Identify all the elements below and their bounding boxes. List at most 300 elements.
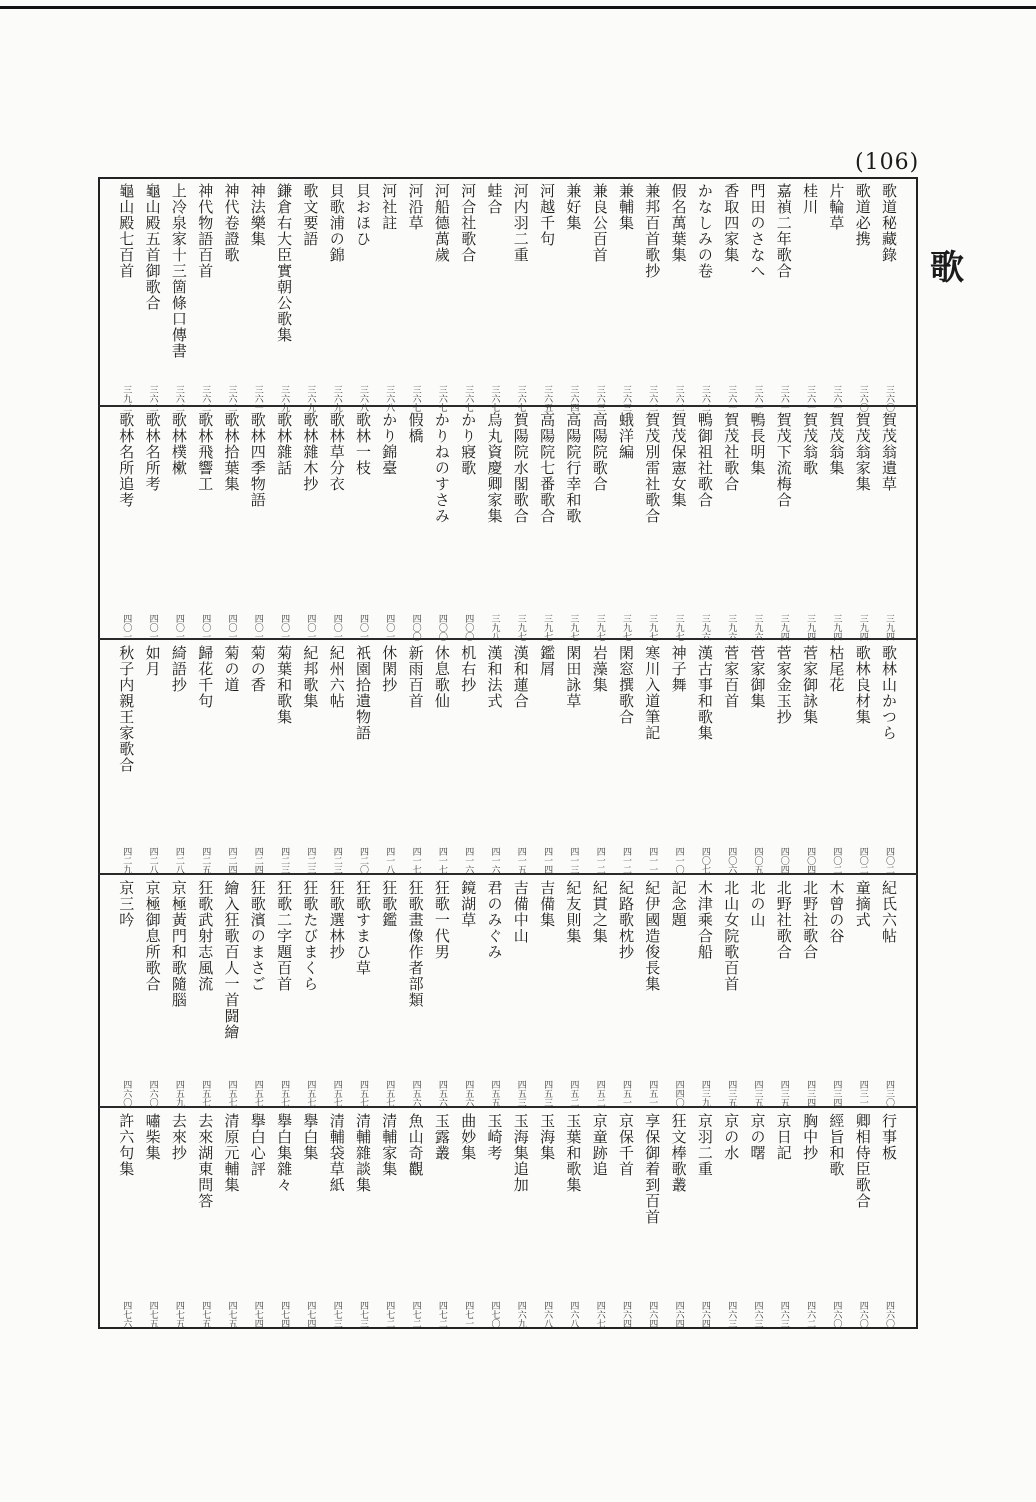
index-entry	[377, 645, 401, 875]
entry-page-number: 四〇五	[752, 847, 763, 874]
entry-page-number: 四二三	[279, 847, 290, 874]
index-entry	[509, 412, 533, 642]
index-entry	[298, 880, 322, 1108]
entry-page-number: 四〇一	[305, 614, 316, 641]
index-entry	[430, 412, 454, 642]
entry-page-number: 四五一	[621, 1080, 631, 1107]
entry-page-number: 三六一	[752, 385, 763, 412]
index-entry	[746, 412, 770, 642]
entry-page-number: 四七三	[358, 1301, 368, 1328]
entry-title: 清輔雜談集	[354, 1113, 372, 1193]
index-entry	[719, 1113, 743, 1329]
entry-page-number: 四七一	[463, 1301, 474, 1328]
entry-page-number: 四六七	[594, 1301, 605, 1328]
entry-title: 漢古事和歌集	[695, 645, 714, 741]
index-entry	[483, 412, 507, 642]
entry-title: 烏丸資慶卿家集	[485, 412, 504, 524]
entry-title: 上冷泉家十三箇條口傳書	[169, 183, 188, 359]
entry-title: 北山女院歌百首	[722, 880, 741, 992]
entry-title: 賀茂下流梅合	[774, 412, 793, 508]
entry-page-number: 四〇一	[121, 614, 132, 641]
entry-page-number: 四二三	[305, 847, 316, 874]
index-entry	[351, 880, 375, 1108]
entry-page-number: 四五七	[358, 1080, 368, 1107]
entry-title: 桂川	[801, 183, 820, 215]
entry-title: 清原元輔集	[222, 1113, 241, 1193]
entry-title: 兼輔集	[617, 183, 635, 231]
entry-title: 假名萬葉集	[669, 183, 688, 263]
entry-page-number: 三九二	[121, 385, 132, 412]
index-entry	[141, 645, 165, 875]
index-entry	[272, 880, 296, 1108]
entry-page-number: 三九七	[647, 614, 658, 641]
entry-page-number: 四五七	[305, 1080, 316, 1107]
entry-page-number: 四三五	[726, 1080, 737, 1107]
entry-title: 卿相侍臣歌合	[853, 1113, 872, 1209]
entry-title: かり錦臺	[380, 412, 399, 476]
index-entry	[246, 1113, 270, 1329]
entry-page-number: 三九七	[515, 614, 526, 641]
entry-title: 玉海集追加	[511, 1113, 530, 1193]
entry-page-number: 四五七	[331, 1080, 342, 1107]
index-entry	[167, 880, 191, 1108]
index-entry	[535, 645, 559, 875]
entry-title: 紀邦歌集	[301, 645, 320, 709]
entry-title: かなしみの卷	[695, 183, 714, 279]
entry-page-number: 四七〇	[489, 1301, 500, 1328]
entry-page-number: 四〇〇	[410, 614, 421, 641]
entry-title: 經旨和歌	[827, 1113, 846, 1177]
index-entry	[746, 645, 770, 875]
entry-title: 繪入狂歌百人一首闘繪	[222, 880, 241, 1040]
entry-title: 紀州六帖	[327, 645, 346, 709]
entry-page-number: 三六二	[647, 385, 658, 412]
entry-title: 休閑抄	[380, 645, 399, 693]
entry-page-number: 四〇二	[884, 847, 894, 874]
top-rule	[0, 6, 1036, 9]
index-entry	[772, 412, 796, 642]
index-entry	[719, 880, 743, 1108]
entry-title: 賀茂翁歌	[801, 412, 820, 476]
index-entry	[483, 880, 507, 1108]
index-entry	[167, 1113, 191, 1329]
index-entry	[772, 645, 796, 875]
entry-title: 歌林拾葉集	[222, 412, 241, 492]
index-entry	[877, 645, 901, 875]
entry-page-number: 三六一	[778, 385, 789, 412]
entry-page-number: 四一七	[436, 847, 447, 874]
entry-page-number: 四七二	[410, 1301, 421, 1328]
entry-page-number: 四六〇	[857, 1301, 868, 1328]
entry-title: 兼好集	[564, 183, 583, 231]
entry-page-number: 三六七	[463, 385, 474, 412]
entry-page-number: 三六二	[200, 385, 211, 412]
index-entry	[535, 183, 559, 413]
entry-title: 鎌倉右大臣實朝公歌集	[275, 183, 294, 343]
entry-title: 賀茂保憲女集	[669, 412, 688, 508]
entry-title: 菅家御詠集	[801, 645, 820, 725]
entry-page-number: 四五六	[436, 1080, 447, 1107]
entry-page-number: 四〇一	[252, 614, 263, 641]
index-entry	[693, 183, 717, 413]
index-entry	[298, 183, 322, 413]
index-entry	[404, 645, 428, 875]
entry-page-number: 四二五	[200, 847, 211, 874]
entry-page-number: 三六九	[279, 385, 290, 412]
entry-title: 狂歌選林抄	[327, 880, 346, 960]
index-entry	[798, 183, 822, 413]
entry-title: 綺語抄	[169, 645, 188, 693]
index-entry	[193, 880, 217, 1108]
index-entry	[325, 1113, 349, 1329]
entry-title: 去來湖東問答	[196, 1113, 215, 1209]
index-entry	[693, 412, 717, 642]
entry-page-number: 四〇四	[778, 847, 789, 874]
index-entry	[667, 645, 691, 875]
index-entry	[220, 645, 244, 875]
entry-page-number: 三六九	[331, 385, 342, 412]
entry-page-number: 三九四	[778, 614, 789, 641]
index-entry	[377, 1113, 401, 1329]
entry-title: 木曾の谷	[827, 880, 846, 944]
entry-title: 歌道必携	[853, 183, 872, 247]
entry-page-number: 四五七	[279, 1080, 290, 1107]
index-entry	[298, 412, 322, 642]
entry-page-number: 三六五	[542, 385, 553, 412]
index-entry	[719, 645, 743, 875]
entry-page-number: 四五五	[489, 1080, 500, 1107]
entry-page-number: 四六〇	[121, 1080, 132, 1107]
index-entry	[746, 183, 770, 413]
entry-page-number: 四〇四	[805, 847, 816, 874]
index-entry	[588, 183, 612, 413]
entry-title: 歌林名所追考	[117, 412, 136, 508]
index-entry	[824, 412, 848, 642]
entry-title: 漢和蓮合	[511, 645, 530, 709]
entry-page-number: 三六一	[252, 385, 263, 412]
entry-title: 京羽二重	[695, 1113, 714, 1177]
entry-title: 高陽院歌合	[590, 412, 609, 492]
entry-title: 狂歌畫像作者部類	[406, 880, 425, 1008]
index-entry	[167, 412, 191, 642]
entry-page-number: 四二四	[226, 847, 237, 874]
index-entry	[167, 183, 191, 413]
index-entry	[798, 645, 822, 875]
entry-page-number: 三六一	[831, 385, 842, 412]
entry-title: 京保千首	[617, 1113, 635, 1177]
entry-title: 擧白集雜々	[275, 1113, 294, 1193]
section-heading: 歌	[930, 248, 964, 288]
entry-page-number: 三六二	[673, 385, 684, 412]
entry-title: 高陽院七番歌合	[538, 412, 557, 524]
entry-title: 龜山殿五首御歌合	[143, 183, 162, 311]
entry-page-number: 三九六	[752, 614, 763, 641]
entry-title: 狂文棒歌叢	[669, 1113, 688, 1193]
entry-title: 高陽院行幸和歌	[564, 412, 583, 524]
index-entry	[141, 880, 165, 1108]
entry-page-number: 四七三	[331, 1301, 342, 1328]
entry-page-number: 三六七	[489, 385, 500, 412]
index-entry	[798, 412, 822, 642]
index-entry	[114, 412, 138, 642]
index-entry	[824, 1113, 848, 1329]
entry-page-number: 三六八	[384, 385, 395, 412]
entry-title: 嘯柴集	[143, 1113, 162, 1161]
entry-page-number: 三六三	[594, 385, 605, 412]
entry-title: 寒川入道筆記	[643, 645, 662, 741]
entry-title: 新雨百首	[406, 645, 425, 709]
entry-page-number: 四〇六	[726, 847, 737, 874]
index-entry	[877, 183, 901, 413]
index-entry	[377, 880, 401, 1108]
entry-title: 許六句集	[117, 1113, 136, 1177]
index-entry	[456, 880, 480, 1108]
index-entry	[483, 645, 507, 875]
index-entry	[851, 1113, 875, 1329]
entry-page-number: 四〇一	[331, 614, 342, 641]
entry-title: 菅家百首	[722, 645, 741, 709]
entry-title: 閑田詠草	[564, 645, 583, 709]
entry-title: 菊葉和歌集	[275, 645, 294, 725]
index-entry	[456, 1113, 480, 1329]
entry-page-number: 四三五	[752, 1080, 763, 1107]
entry-page-number: 四五七	[226, 1080, 237, 1107]
index-entry	[456, 183, 480, 413]
index-entry	[141, 412, 165, 642]
index-entry	[667, 183, 691, 413]
entry-page-number: 三六一	[726, 385, 737, 412]
entry-title: 紀伊國造俊長集	[643, 880, 662, 992]
entry-page-number: 四四〇	[673, 1080, 684, 1107]
index-entry	[614, 880, 638, 1108]
entry-title: 京童跡追	[590, 1113, 609, 1177]
entry-title: 魚山奇觀	[406, 1113, 425, 1177]
entry-title: 假橋	[406, 412, 425, 444]
entry-page-number: 四二〇	[358, 847, 368, 874]
entry-title: 兼良公百首	[590, 183, 609, 263]
entry-page-number: 四〇一	[226, 614, 237, 641]
index-entry	[588, 412, 612, 642]
index-entry	[746, 1113, 770, 1329]
entry-title: かりねのすさみ	[432, 412, 451, 524]
entry-page-number: 三九七	[594, 614, 605, 641]
entry-title: 机右抄	[459, 645, 478, 693]
entry-title: 歌林樸樕	[169, 412, 188, 476]
index-entry	[851, 183, 875, 413]
entry-page-number: 四六〇	[884, 1301, 894, 1328]
entry-title: 岩藻集	[590, 645, 609, 693]
entry-page-number: 四五九	[173, 1080, 184, 1107]
entry-page-number: 四六四	[673, 1301, 684, 1328]
index-entry	[351, 1113, 375, 1329]
entry-title: 玉露叢	[432, 1113, 451, 1161]
entry-page-number: 四五七	[384, 1080, 395, 1107]
entry-title: 門田のさなへ	[748, 183, 767, 279]
index-entry	[114, 183, 138, 413]
index-entry	[483, 1113, 507, 1329]
entry-page-number: 四五三	[515, 1080, 526, 1107]
entry-title: 河内羽二重	[511, 183, 530, 263]
index-entry	[667, 412, 691, 642]
entry-title: 北野社歌合	[801, 880, 820, 960]
entry-title: 貝おほひ	[354, 183, 372, 247]
index-entry	[851, 880, 875, 1108]
index-entry	[246, 880, 270, 1108]
index-entry	[404, 412, 428, 642]
entry-title: 賀茂翁集	[827, 412, 846, 476]
entry-page-number: 三六〇	[884, 385, 894, 412]
entry-title: 歌林山かつら	[880, 645, 898, 741]
entry-title: 歌林雜話	[275, 412, 294, 476]
index-entry	[693, 1113, 717, 1329]
entry-page-number: 四一五	[515, 847, 526, 874]
entry-title: 菅家金玉抄	[774, 645, 793, 725]
entry-page-number: 四二九	[121, 847, 132, 874]
index-entry	[535, 880, 559, 1108]
entry-title: 玉葉和歌集	[564, 1113, 583, 1193]
entry-page-number: 三六四	[568, 385, 579, 412]
entry-page-number: 三六二	[699, 385, 710, 412]
index-entry	[877, 880, 901, 1108]
index-entry	[325, 645, 349, 875]
entry-page-number: 三九六	[726, 614, 737, 641]
index-entry	[404, 880, 428, 1108]
entry-title: 歸花千句	[196, 645, 215, 709]
entry-page-number: 四五三	[542, 1080, 553, 1107]
index-entry	[640, 880, 664, 1108]
entry-title: 京三吟	[117, 880, 136, 928]
index-entry	[693, 645, 717, 875]
entry-title: 鑑屑	[538, 645, 557, 677]
entry-title: 歌林雜木抄	[301, 412, 320, 492]
entry-page-number: 四六三	[726, 1301, 737, 1328]
index-entry	[877, 412, 901, 642]
entry-title: 河沿草	[406, 183, 425, 231]
entry-page-number: 三六九	[305, 385, 316, 412]
entry-page-number: 四六九	[515, 1301, 526, 1328]
index-entry	[246, 645, 270, 875]
entry-title: 歌林名所考	[143, 412, 162, 492]
entry-title: 蛙合	[485, 183, 504, 215]
index-entry	[667, 1113, 691, 1329]
entry-page-number: 四一七	[410, 847, 421, 874]
index-entry	[272, 645, 296, 875]
index-entry	[456, 645, 480, 875]
index-entry	[193, 412, 217, 642]
entry-page-number: 三九七	[542, 614, 553, 641]
entry-page-number: 四六四	[647, 1301, 658, 1328]
entry-title: 漢和法式	[485, 645, 504, 709]
entry-title: 菊の香	[248, 645, 267, 693]
entry-page-number: 四三〇	[884, 1080, 894, 1107]
index-entry	[798, 880, 822, 1108]
entry-page-number: 四〇〇	[436, 614, 447, 641]
entry-title: 河越千句	[538, 183, 557, 247]
entry-title: 清輔袋草紙	[327, 1113, 346, 1193]
entry-page-number: 三六七	[410, 385, 421, 412]
index-entry	[640, 645, 664, 875]
index-entry	[614, 183, 638, 413]
index-entry	[193, 645, 217, 875]
entry-title: 京極御息所歌合	[143, 880, 162, 992]
index-entry	[561, 183, 585, 413]
entry-title: 京の曙	[748, 1113, 767, 1161]
index-entry	[325, 183, 349, 413]
entry-title: 如月	[143, 645, 162, 677]
entry-title: 狂歌鑑	[380, 880, 399, 928]
entry-page-number: 三九四	[831, 614, 842, 641]
entry-title: 狂歌二字題百首	[275, 880, 294, 992]
entry-page-number: 四六〇	[831, 1301, 842, 1328]
index-entry	[351, 645, 375, 875]
index-entry	[351, 412, 375, 642]
entry-page-number: 四七五	[147, 1301, 158, 1328]
entry-title: 擧白心評	[248, 1113, 267, 1177]
index-entry	[509, 880, 533, 1108]
index-entry	[772, 1113, 796, 1329]
entry-title: 清輔家集	[380, 1113, 399, 1177]
entry-title: 京日記	[774, 1113, 793, 1161]
entry-page-number: 三九六	[699, 614, 710, 641]
entry-page-number: 四〇一	[200, 614, 211, 641]
index-entry	[456, 412, 480, 642]
entry-page-number: 四三五	[778, 1080, 789, 1107]
entry-title: 賀茂翁遺草	[880, 412, 898, 492]
entry-title: 秋子内親王家歌合	[117, 645, 136, 773]
entry-title: 童摘式	[853, 880, 872, 928]
entry-page-number: 四一六	[489, 847, 500, 874]
entry-title: 河船德萬歲	[432, 183, 451, 263]
entry-page-number: 四二四	[252, 847, 263, 874]
entry-title: 賀陽院水閣歌合	[511, 412, 530, 524]
index-entry	[824, 880, 848, 1108]
entry-title: 龜山殿七百首	[117, 183, 136, 279]
entry-page-number: 三九七	[673, 614, 684, 641]
entry-page-number: 四六四	[621, 1301, 631, 1328]
index-entry	[167, 645, 191, 875]
entry-title: 京の水	[722, 1113, 741, 1161]
entry-title: 紀友則集	[564, 880, 583, 944]
index-entry	[141, 1113, 165, 1329]
index-entry	[114, 645, 138, 875]
entry-page-number: 三九四	[884, 614, 894, 641]
entry-title: 菅家御集	[748, 645, 767, 709]
entry-title: 狂歌一代男	[432, 880, 451, 960]
index-entry	[588, 880, 612, 1108]
entry-page-number: 四七二	[436, 1301, 447, 1328]
entry-title: 狂歌すまひ草	[354, 880, 372, 976]
index-entry	[614, 1113, 638, 1329]
index-entry	[851, 645, 875, 875]
index-entry	[114, 880, 138, 1108]
entry-page-number: 四二八	[147, 847, 158, 874]
index-entry	[246, 412, 270, 642]
entry-page-number: 四三四	[831, 1080, 842, 1107]
entry-page-number: 四三一	[857, 1080, 868, 1107]
entry-page-number: 四七四	[279, 1301, 290, 1328]
index-entry	[325, 880, 349, 1108]
entry-title: 枯尾花	[827, 645, 846, 693]
entry-page-number: 四六八	[542, 1301, 553, 1328]
entry-title: 賀茂社歌合	[722, 412, 741, 492]
entry-title: 吉備集	[538, 880, 557, 928]
entry-page-number: 三六二	[147, 385, 158, 412]
entry-title: 河合社歌合	[459, 183, 478, 263]
index-entry	[719, 412, 743, 642]
index-entry	[220, 1113, 244, 1329]
index-entry	[877, 1113, 901, 1329]
entry-page-number: 四〇一	[173, 614, 184, 641]
